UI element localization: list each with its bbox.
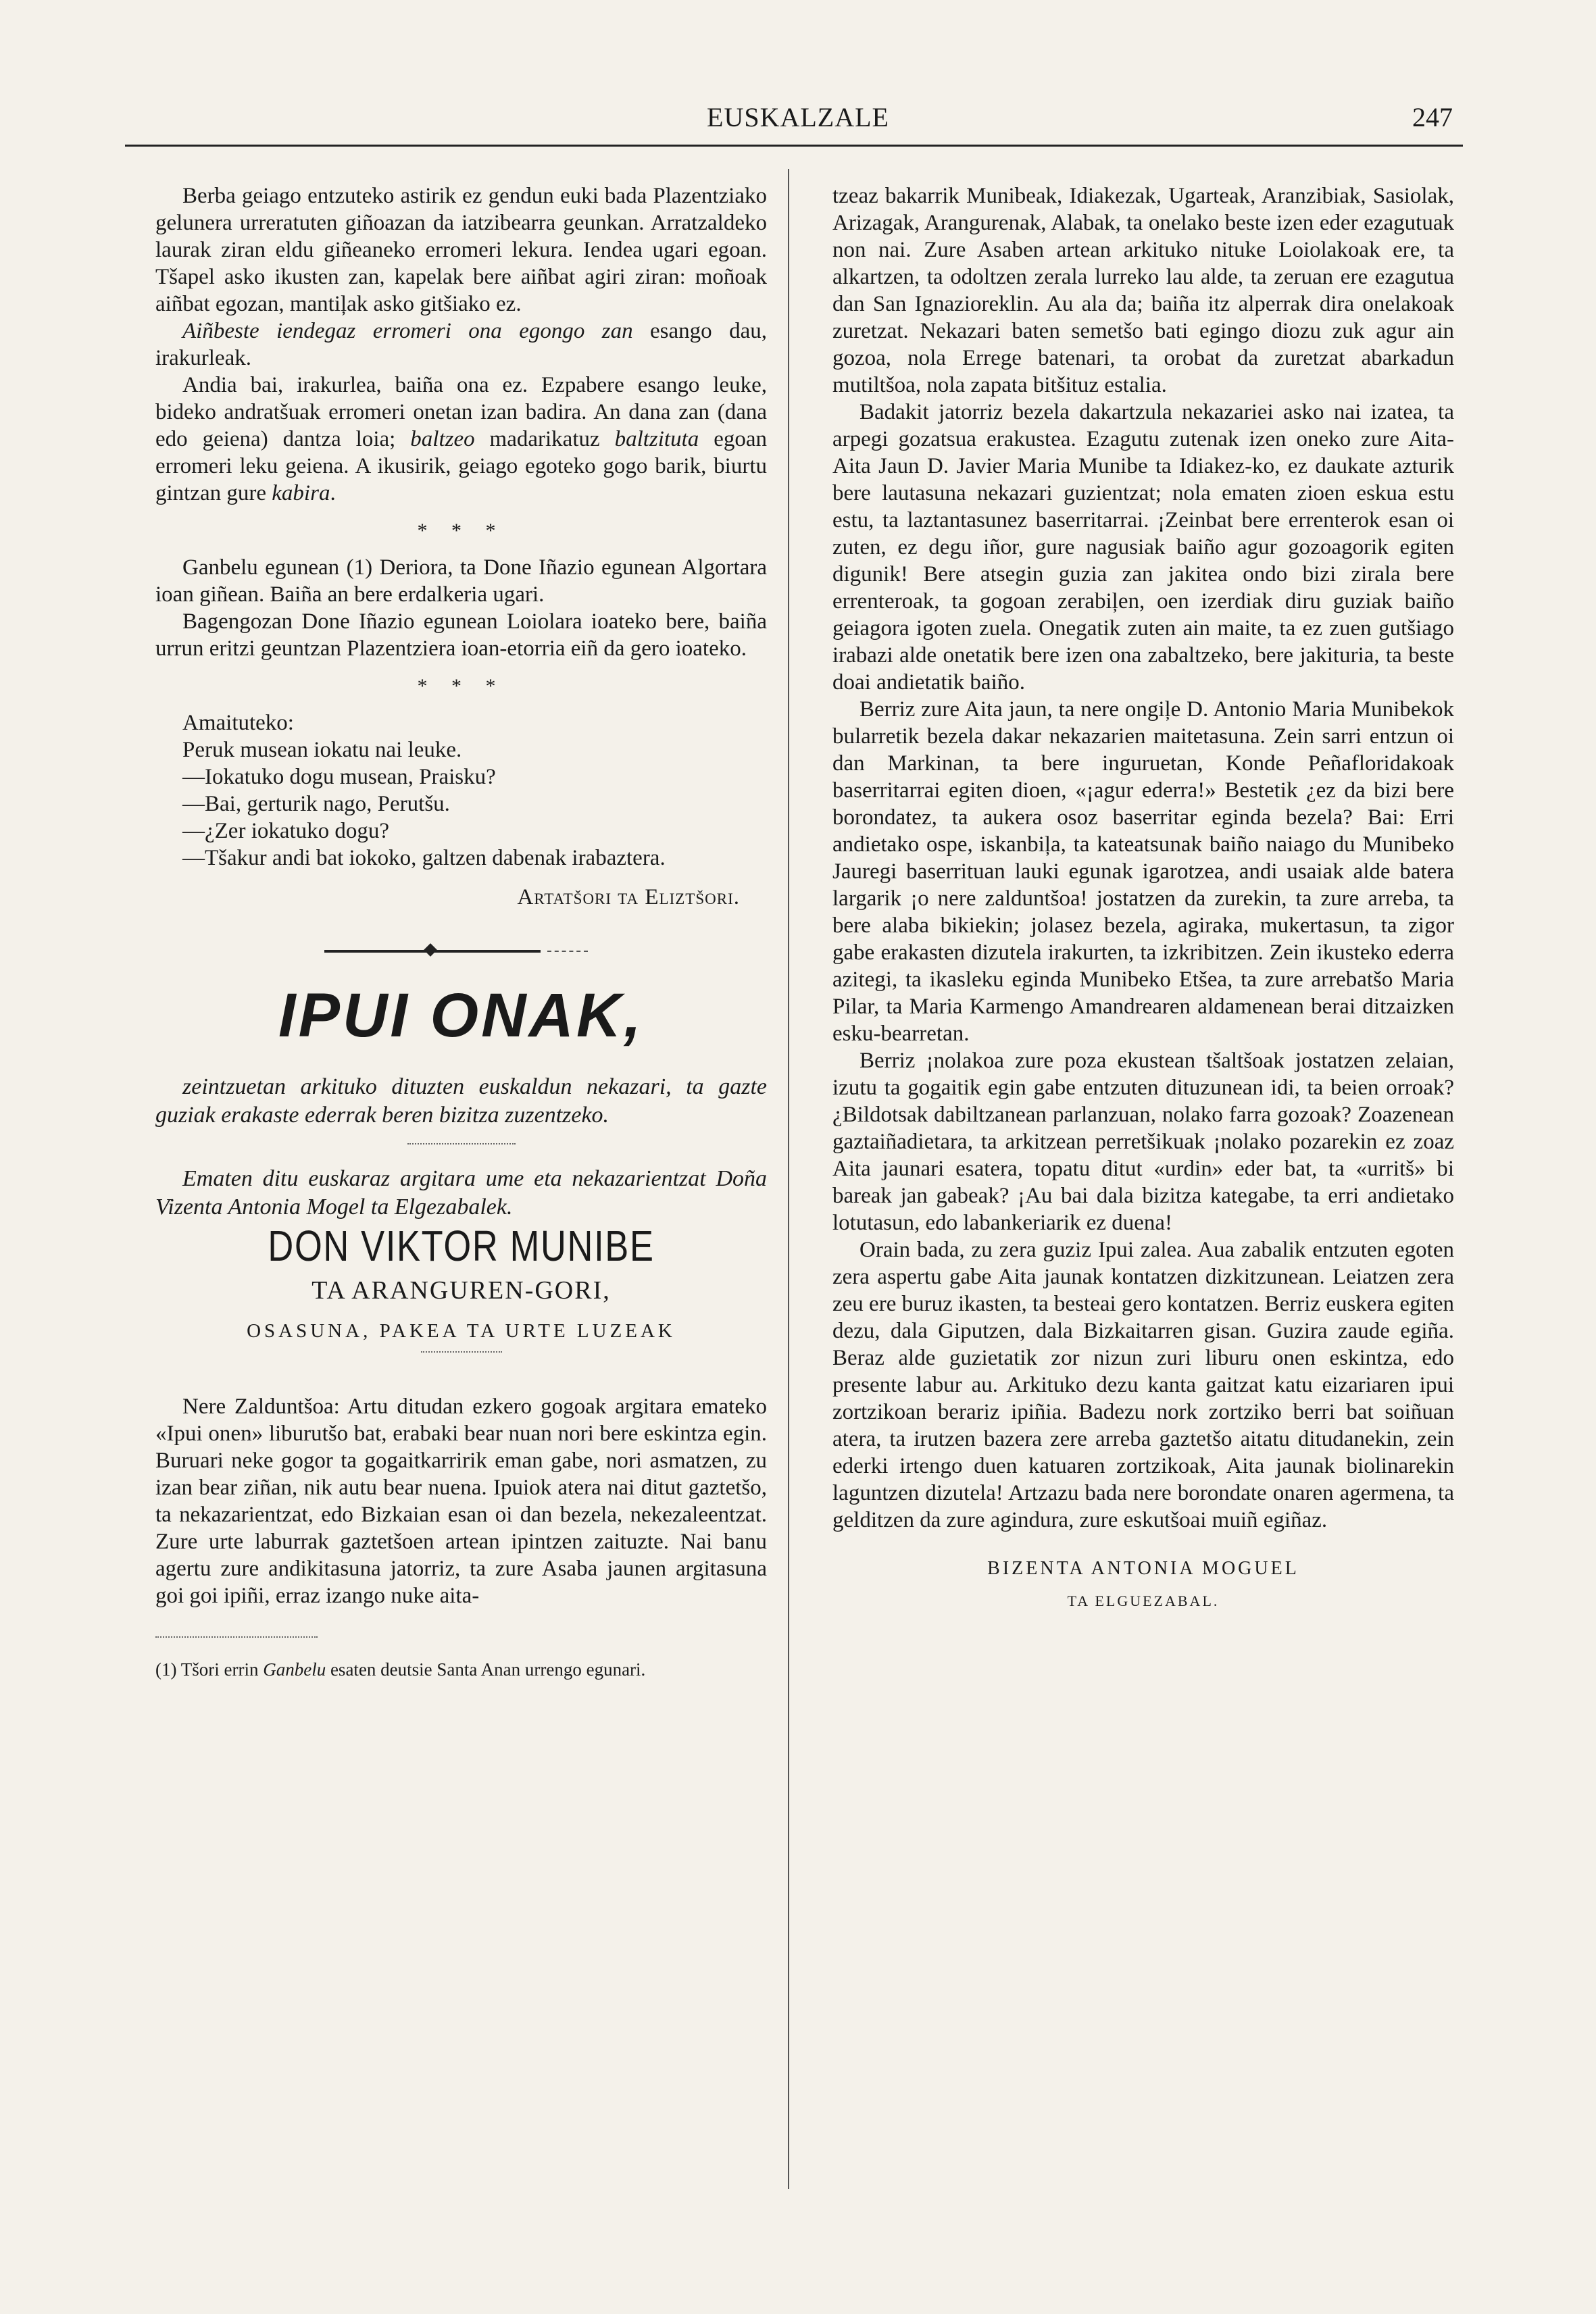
dialogue-line: —Tšakur andi bat iokoko, galtzen dabenak irabaztera.: [182, 846, 666, 870]
addressee-subname: TA ARANGUREN-GORI,: [311, 1276, 611, 1305]
short-rule: [421, 1351, 502, 1353]
paragraph: [155, 318, 767, 372]
text: Andia bai, irakurlea, baiña ona ez. Ezpabere esango leuke, bideko andratšuak erromeri onetan izan badira. An dana zan (dana edo geiena) dantza loia;: [155, 373, 767, 451]
paragraph: Berba geiago entzuteko astirik ez gendun euki bada Plazentziako gelunera urreratuten giñoazan da iatzibearra geunkan. Arratzaldeko laurak ziran eldu giñeaneko erromeri lekura. Iendea ugari egoan. Tšapel asko ikusten zan, kapelak bere aiñbat agiri ziran: moñoak aiñbat egozan, mantiļak asko gitšiako ez.: [155, 184, 767, 316]
text: esaten deutsie Santa Anan urrengo egunari.: [326, 1659, 646, 1680]
diamond-icon: [424, 943, 437, 957]
addressee-name: DON VIKTOR MUNIBE: [268, 1222, 655, 1270]
right-column: [832, 182, 1454, 1615]
dialogue-line: —Bai, gerturik nago, Perutšu.: [182, 792, 450, 816]
text: (1) Tšori errin: [155, 1659, 264, 1680]
greeting-line: OSASUNA, PAKEA TA URTE LUZEAK: [247, 1320, 676, 1342]
left-column: [155, 182, 767, 1681]
running-header-title: EUSKALZALE: [707, 102, 889, 132]
paragraph: Berriz zure Aita jaun, ta nere ongiļe D. Antonio Maria Munibekok bularretik bezela dakar nekazarien maitetasuna. Zein sarri entzun oi dan Markinan, ta bere inguruetan, Konde Peñafloridakoak baserritarrai egiten dioen, «¡agur ederra!» Bestetik ¿ez da bizi bere borondatez, ta aukera osoz baserritar eginda bezela? Bai: Erri andietako ospe, iskanbiļa, ta kateatsunak baiño naiago du Munibeko Jauregi baserrituan lauki egunak igarotzea, andi usaiak alde batera largarik ¡o nere zalduntšoa! jostatzen da zurekin, ta zure arreba, ta bere alaba bikiekin; jolasez bezela, agiraka, mukertasun, ta zigor gabe erakasten dizutela irakurten, ta izkribitzen. Zein ikusteko ederra azitegi, ta ikasleku eginda Munibeko Etšea, ta zure arrebatšo Maria Pilar, ta Maria Karmengo Amandrearen aldamenean berai ditzaizken esku-bearretan.: [832, 697, 1454, 1046]
dialogue-line: —Iokatuko dogu musean, Praisku?: [182, 765, 496, 789]
italic-text: baltzituta: [614, 427, 699, 451]
italic-text: kabira: [272, 481, 330, 505]
header-rule: [125, 145, 1463, 147]
text: esango dau, irakurleak.: [155, 319, 767, 370]
author-name: BIZENTA ANTONIA MOGUEL: [987, 1558, 1299, 1579]
paragraph: Bagengozan Done Iñazio egunean Loiolara ioateko bere, baiña urrun eritzi geuntzan Plazentziera ioan-etorria eiñ da gero ioateko.: [155, 609, 767, 661]
ornament-divider: [155, 938, 767, 965]
paragraph: tzeaz bakarrik Munibeak, Idiakezak, Ugarteak, Aranzibiak, Sasiolak, Arizagak, Arangurenak, Alabak, ta onelako beste izen eder ezagutuak non nai. Zure Asaben artean arkituko nituke Loiolakoak ere, ta alkartzen, ta odoltzen zerala lurreko lau alde, ta zeruan ere ezagutua dan San Ignazioreklin. Au ala da; baiña itz alperrak dira onelakoak zuretzat. Nekazari baten semetšo bati egingo diozu zuk agur ain gozoa, nola Errege batenari, ta orobat da zuretzat abarkadun mutiltšoa, nola zapata bitšituz estalia.: [832, 184, 1454, 397]
italic-text: Ganbelu: [263, 1659, 326, 1680]
section-title: IPUI ONAK,: [278, 981, 644, 1050]
author-surname: TA ELGUEZABAL.: [1067, 1592, 1220, 1609]
paragraph: [155, 372, 767, 507]
signature: Artatšori ta Eliztšori.: [517, 885, 740, 909]
text: .: [330, 481, 336, 505]
asterism-separator: * * *: [417, 520, 505, 542]
paragraph: Berriz ¡nolakoa zure poza ekustean tšaltšoak jostatzen zelaian, izutu ta gogaitik egin gabe entzuten dituzunean idi, ta beien orroak? ¿Bildotsak dabiltzanean parlanzuan, nolako farra gozoak? Zoazenean gaztaiñadietara, ta arkitzean perretšikuak ¡nolako pozarekin ez zoaz Aita jaunari esatera, topatu ditut «urdin» eder bat, ta «urritš» bi bareak jan gabeak? ¡Au bai dala bizitza kategabe, ta erri andietako lotutasun, edo labankeriarik ez duena!: [832, 1049, 1454, 1235]
paragraph: Ganbelu egunean (1) Deriora, ta Done Iñazio egunean Algortara ioan giñean. Baiña an bere erdalkeria ugari.: [155, 555, 767, 607]
paragraph: Nere Zalduntšoa: Artu ditudan ezkero gogoak argitara emateko «Ipui onen» liburutšo bat, erabaki bear nuan nori bere eskintza egin. Buruari neke gogor ta gogaitkarririk eman gabe, nori asmatzen, zu izan bear ziñan, nik autu bear nuena. Ipuiok atera nai ditut gaztetšo, ta nekazarientzat, edo Bizkaian esan oi dan bezela, nekezaleentzat. Zure urte laburrak gaztetšoen artean ipintzen zaituzte. Nai banu agertu zure andikitasuna jatorriz, ta zure Asaba jaunen argitasuna goi goi ipiñi, erraz izango nuke aita-: [155, 1394, 767, 1608]
italic-text: baltzeo: [410, 427, 475, 451]
short-rule: [407, 1143, 516, 1145]
text: madarikatuz: [474, 427, 615, 451]
text: egoan erromeri leku geiena. A ikusirik, geiago egoteko gogo barik, biurtu gintzan gure: [155, 427, 767, 505]
dialogue-line: Amaituteko:: [182, 711, 294, 735]
ornament-dash: [547, 951, 588, 952]
column-divider: [788, 169, 789, 2189]
dedication-line: Ematen ditu euskaraz argitara ume eta nekazarientzat Doña Vizenta Antonia Mogel ta Elgezabalek.: [155, 1166, 767, 1219]
page-number: 247: [1412, 102, 1453, 132]
dialogue-line: Peruk musean iokatu nai leuke.: [182, 738, 462, 762]
footnote: [155, 1658, 767, 1681]
section-subtitle: zeintzuetan arkituko dituzten euskaldun nekazari, ta gazte guziak erakaste ederrak beren bizitza zuzentzeko.: [155, 1074, 767, 1128]
dialogue-line: —¿Zer iokatuko dogu?: [182, 819, 390, 843]
paragraph: Badakit jatorriz bezela dakartzula nekazariei asko nai izatea, ta arpegi gozatsua erakustea. Ezagutu zutenak izen oneko zure Aita-Aita Jaun D. Javier Maria Munibe ta Idiakez-ko, ez daukate azturik bere lautasuna nekazari guzientzat; nola ematen zioen eskua estu estu, ta laztantasunez baserritarrai. ¡Zeinbat bere errenterok esan oi zuten, ez degu iñor, gure nagusiak baiño agur gozoagorik egiten digunik! Bere atsegin guzia zan jakitea ondo bizi zirala bere errenteroak, ta gogoan zerabiļen, oen izerdiak diru guziak baiño geiagora igoten zuela. Onegatik zuten ain maite, ta ez zuen gutšiago irabazi alde onetatik bere izen ona zabaltzeko, bere jakituria, ta beste doai andietatik baiño.: [832, 400, 1454, 695]
footnote-rule: [155, 1636, 318, 1638]
asterism-separator: * * *: [417, 675, 505, 697]
italic-text: Aiñbeste iendegaz erromeri ona egongo zan: [182, 319, 633, 343]
paragraph: Orain bada, zu zera guziz Ipui zalea. Aua zabalik entzuten egoten zera aspertu gabe Aita jaunak kontatzen dizkitzunean. Leiatzen zera zeu ere buruz ikasten, ta besteai gero kontatzen. Berriz euskera egiten dezu, dala Giputzen, dala Bizkaitarren gisan. Guzira zaude egiña. Beraz alde guzietatik zor nizun zuri liburu onen eskintza, edo presente labur au. Arkituko dezu kanta gaitzat katu eizariaren ipui zortzikoan berariz ipiñia. Badezu nork zortziko berri bat soiñuan atera, ta irutzen bazera zere arreba gaztetšo aitatu ditudanekin, zein ederki irtengo duen katuaren zortzikoak, Aita jaunak biolinarekin laguntzen dizutela! Artzazu bada nere borondate onaren agermena, ta gelditzen da zure agindura, zure eskutšoai muiñ egiñaz.: [832, 1238, 1454, 1532]
